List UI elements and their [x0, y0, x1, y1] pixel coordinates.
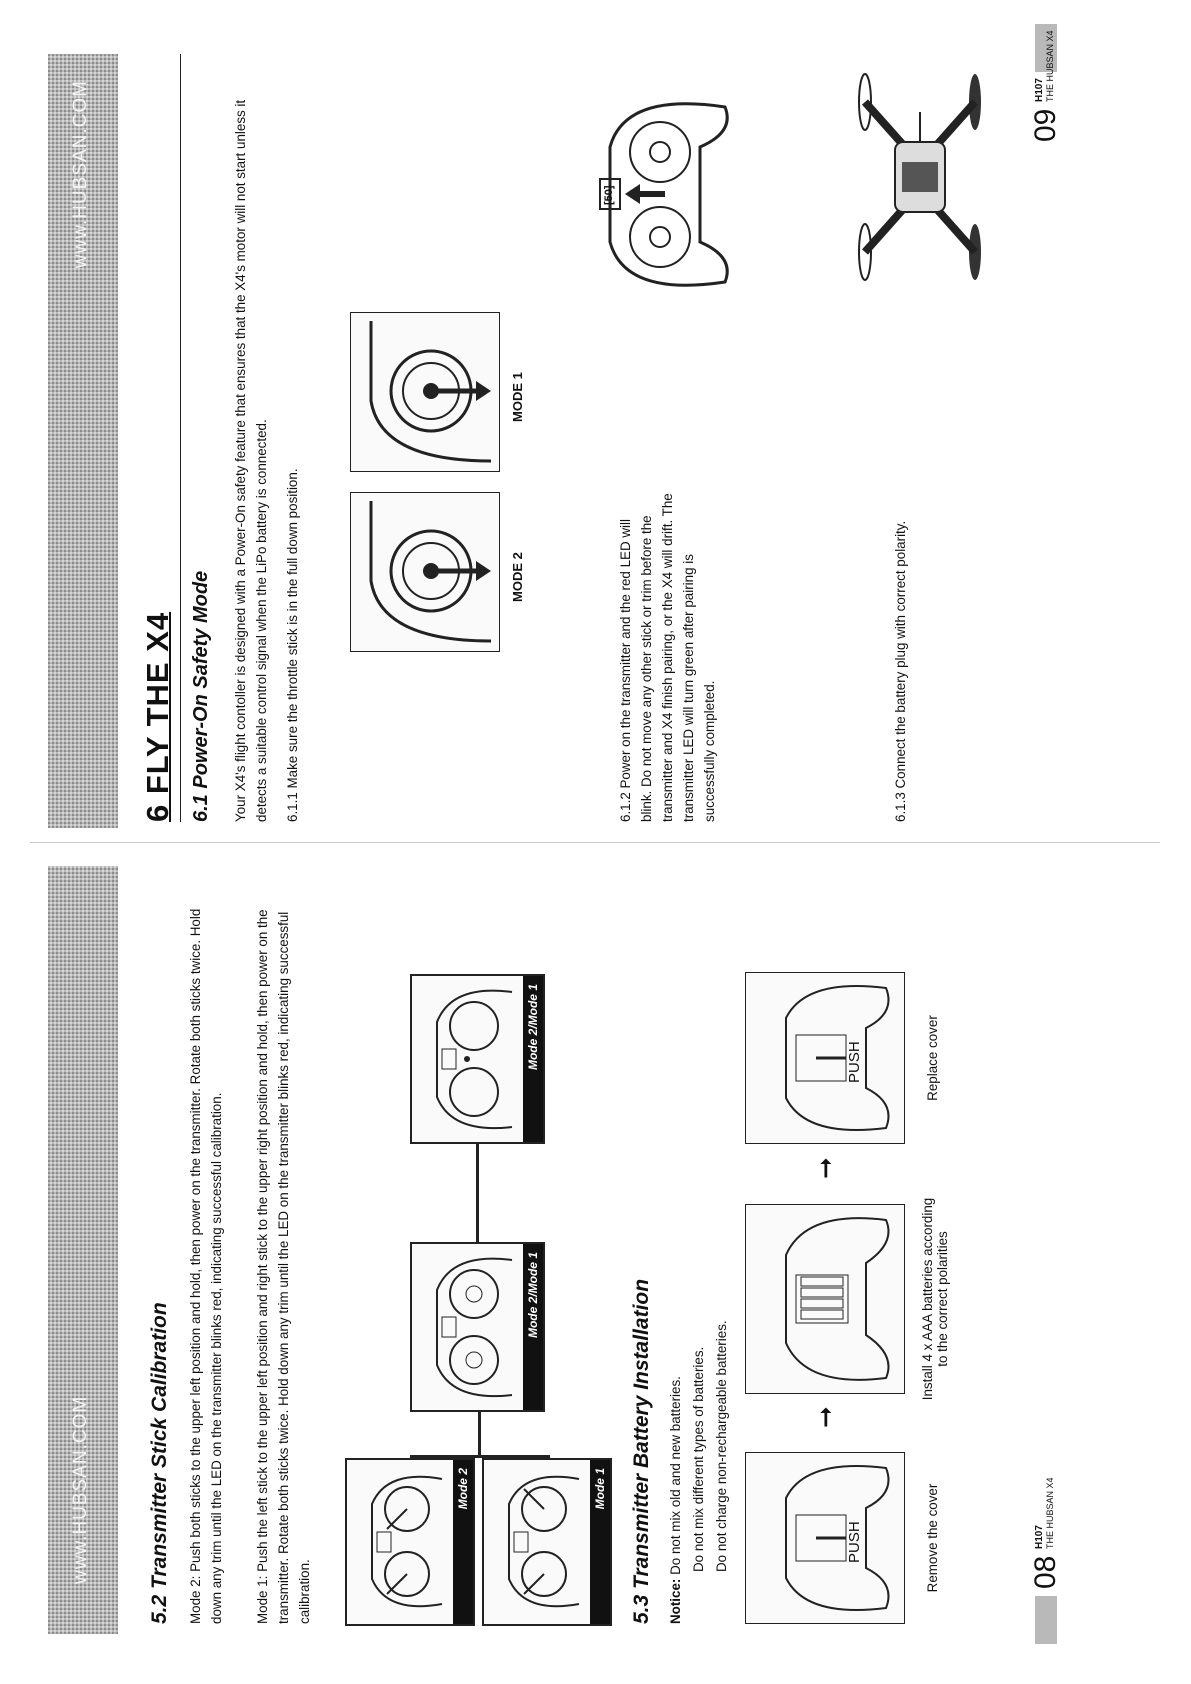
figure-label-mode2: Mode 2	[453, 1460, 473, 1624]
transmitter-illustration	[484, 1460, 590, 1624]
notice-line-3: Do not charge non-rechargeable batteries.	[714, 1320, 729, 1572]
transmitter-led-figure	[585, 92, 735, 297]
mode1-stick-figure	[482, 1458, 612, 1626]
section-5-3-title: 5.3 Transmitter Battery Installation	[630, 1278, 653, 1624]
header-url[interactable]: www.HUBSAN.COM	[70, 1395, 91, 1584]
footer-box	[1035, 1596, 1057, 1644]
connector-line	[478, 1412, 481, 1458]
trim-blink-figure	[410, 974, 545, 1144]
footer-model: H107	[1034, 78, 1045, 102]
battery-compartment-illustration	[746, 1205, 904, 1393]
caption-remove-cover: Remove the cover	[925, 1483, 940, 1593]
throttle-stick-illustration	[351, 313, 499, 471]
battery-cover-illustration	[746, 973, 904, 1143]
figure-label-mode2-mode1: Mode 2/Mode 1	[523, 1244, 543, 1410]
quadcopter-figure	[830, 72, 1010, 282]
section-6-1-title: 6.1 Power-On Safety Mode	[190, 570, 212, 822]
transmitter-illustration	[412, 1244, 522, 1410]
connector-line	[476, 1144, 479, 1242]
footer-product: THE HUBSAN X4	[1045, 30, 1055, 102]
arrow-right-icon: ➞	[810, 1406, 840, 1428]
footer-meta	[1034, 30, 1055, 102]
quadcopter-illustration	[830, 72, 1010, 282]
chapter-title: 6 FLY THE X4	[140, 611, 175, 822]
battery-cover-illustration	[746, 1453, 904, 1623]
header-url[interactable]: www.HUBSAN.COM	[70, 80, 91, 269]
page-number: 09	[1029, 108, 1062, 142]
step-6-1-2: 6.1.2 Power on the transmitter and the red LED will blink. Do not move any other stick or trim before the transmitter and X4 finish pairing, or the X4 will drift. The transmitter LED will turn green after pairing is successfully completed.	[618, 493, 717, 822]
power-on-intro: Your X4's flight contoller is designed with a Power-On safety feature that ensures that the X4's motor will not start unless it detects a suitable control signal when the LiPo battery is connected.	[233, 99, 269, 822]
mode2-stick-figure	[345, 1458, 475, 1626]
notice-text-1: Do not mix old and new batteries.	[668, 1376, 683, 1575]
mode1-calibration-text: Mode 1: Push the left stick to the upper left position and right stick to the upper right position and hold, then power on the transmitter. Rotate both sticks twice. Hold down any trim until the LED on the transmitter blinks red, indicating successful calibration.	[255, 909, 312, 1624]
mode2-throttle-figure	[350, 492, 500, 652]
page-number: 08	[1029, 1555, 1062, 1589]
mode2-label: MODE 2	[510, 552, 525, 602]
caption-install-batteries: Install 4 x AAA batteries according to the correct polarities	[920, 1197, 950, 1401]
caption-replace-cover: Replace cover	[925, 1015, 940, 1101]
mode1-label: MODE 1	[510, 372, 525, 422]
mode2-calibration-text: Mode 2: Push both sticks to the upper left position and hold, then power on the transmitter. Rotate both sticks twice. Hold down any trim until the LED on the transmitter blinks red, indicating successful calibration.	[188, 908, 224, 1624]
install-batteries-figure	[745, 1204, 905, 1394]
step-6-1-3: 6.1.3 Connect the battery plug with correct polarity.	[893, 520, 908, 822]
transmitter-display: [50]	[603, 185, 615, 205]
mode1-throttle-figure	[350, 312, 500, 472]
remove-cover-figure	[745, 1452, 905, 1624]
chapter-underline	[180, 54, 181, 822]
figure-label-mode2-mode1: Mode 2/Mode 1	[523, 976, 543, 1142]
notice-label: Notice:	[668, 1578, 683, 1624]
figure-label-mode1: Mode 1	[590, 1460, 610, 1624]
header-band	[48, 54, 118, 828]
replace-cover-figure	[745, 972, 905, 1144]
transmitter-illustration	[347, 1460, 453, 1624]
throttle-stick-illustration	[351, 493, 499, 651]
step-6-1-1: 6.1.1 Make sure the throttle stick is in the full down position.	[285, 468, 300, 822]
notice-line-1	[665, 1376, 686, 1624]
footer-meta	[1034, 1477, 1055, 1549]
push-label: PUSH	[846, 1521, 863, 1563]
transmitter-illustration	[412, 976, 522, 1142]
notice-line-2: Do not mix different types of batteries.	[691, 1346, 706, 1572]
rotate-sticks-figure	[410, 1242, 545, 1412]
page-08	[0, 842, 1191, 1684]
section-5-2-title: 5.2 Transmitter Stick Calibration	[148, 1302, 171, 1624]
footer-model: H107	[1034, 1525, 1045, 1549]
push-label: PUSH	[846, 1041, 863, 1083]
header-band	[48, 866, 118, 1634]
footer-product: THE HUBSAN X4	[1045, 1477, 1055, 1549]
arrow-right-icon: ➞	[810, 1157, 840, 1179]
